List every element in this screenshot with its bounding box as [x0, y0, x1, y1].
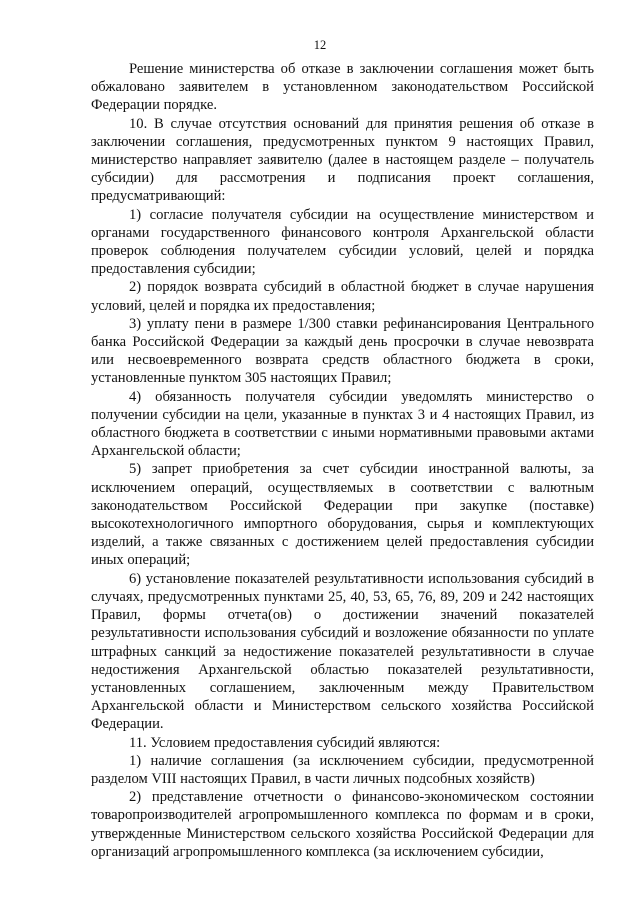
paragraph-subitem-1-b: 1) наличие соглашения (за исключением субсидии, предусмотренной разделом VIII настоящих Правил, в части личных подсобных хозяйств)	[91, 752, 594, 787]
paragraph-subitem-3: 3) уплату пени в размере 1/300 ставки рефинансирования Центрального банка Российской Федерации за каждый день просрочки в случае невозврата или несвоевременного возврата средств областного бюджета в сроки, установленные пунктом 305 настоящих Правил;	[91, 315, 594, 387]
paragraph-subitem-2: 2) порядок возврата субсидий в областной бюджет в случае нарушения условий, целей и порядка их предоставления;	[91, 279, 594, 314]
document-body	[91, 60, 594, 861]
paragraph-subitem-6: 6) установление показателей результативности использования субсидий в случаях, предусмотренных пунктами 25, 40, 53, 65, 76, 89, 209 и 242 настоящих Правил, формы отчета(ов) о достижении значений показателей результативности использования субсидий и возложение обязанности по уплате штрафных санкций за недостижение показателей результативности в случае недостижения Архангельской областью показателей результативности, установленных соглашением, заключенным между Правительством Архангельской области и Министерством сельского хозяйства Российской Федерации.	[91, 570, 594, 733]
paragraph-subitem-1: 1) согласие получателя субсидии на осуществление министерством и органами государственного финансового контроля Архангельской области проверок соблюдения получателем субсидии условий, целей и порядка предоставления субсидии;	[91, 206, 594, 278]
paragraph-subitem-5: 5) запрет приобретения за счет субсидии иностранной валюты, за исключением операций, осуществляемых в соответствии с валютным законодательством Российской Федерации при закупке (поставке) высокотехнологичного импортного оборудования, сырья и комплектующих изделий, а также связанных с достижением целей предоставления субсидии иных операций;	[91, 461, 594, 569]
paragraph-subitem-2-b: 2) представление отчетности о финансово-экономическом состоянии товаропроизводителей агропромышленного комплекса по формам и в сроки, утвержденные Министерством сельского хозяйства Российской Федерации для организаций агропромышленного комплекса (за исключением субсидии,	[91, 789, 594, 860]
paragraph-item-11: 11. Условием предоставления субсидий являются:	[129, 734, 441, 751]
paragraph-item-10: 10. В случае отсутствия оснований для принятия решения об отказе в заключении соглашения, предусмотренных пунктом 9 настоящих Правил, министерство направляет заявителю (далее в настоящем разделе – получатель субсидии) для рассмотрения и подписания проект соглашения, предусматривающий:	[91, 115, 594, 205]
page-number: 12	[313, 38, 327, 52]
paragraph-subitem-4: 4) обязанность получателя субсидии уведомлять министерство о получении субсидии на цели, указанные в пунктах 3 и 4 настоящих Правил, из областного бюджета в соответствии с иными нормативными правовыми актами Архангельской области;	[91, 388, 594, 460]
paragraph-appeal: Решение министерства об отказе в заключении соглашения может быть обжаловано заявителем в установленном законодательством Российской Федерации порядке.	[91, 61, 594, 114]
